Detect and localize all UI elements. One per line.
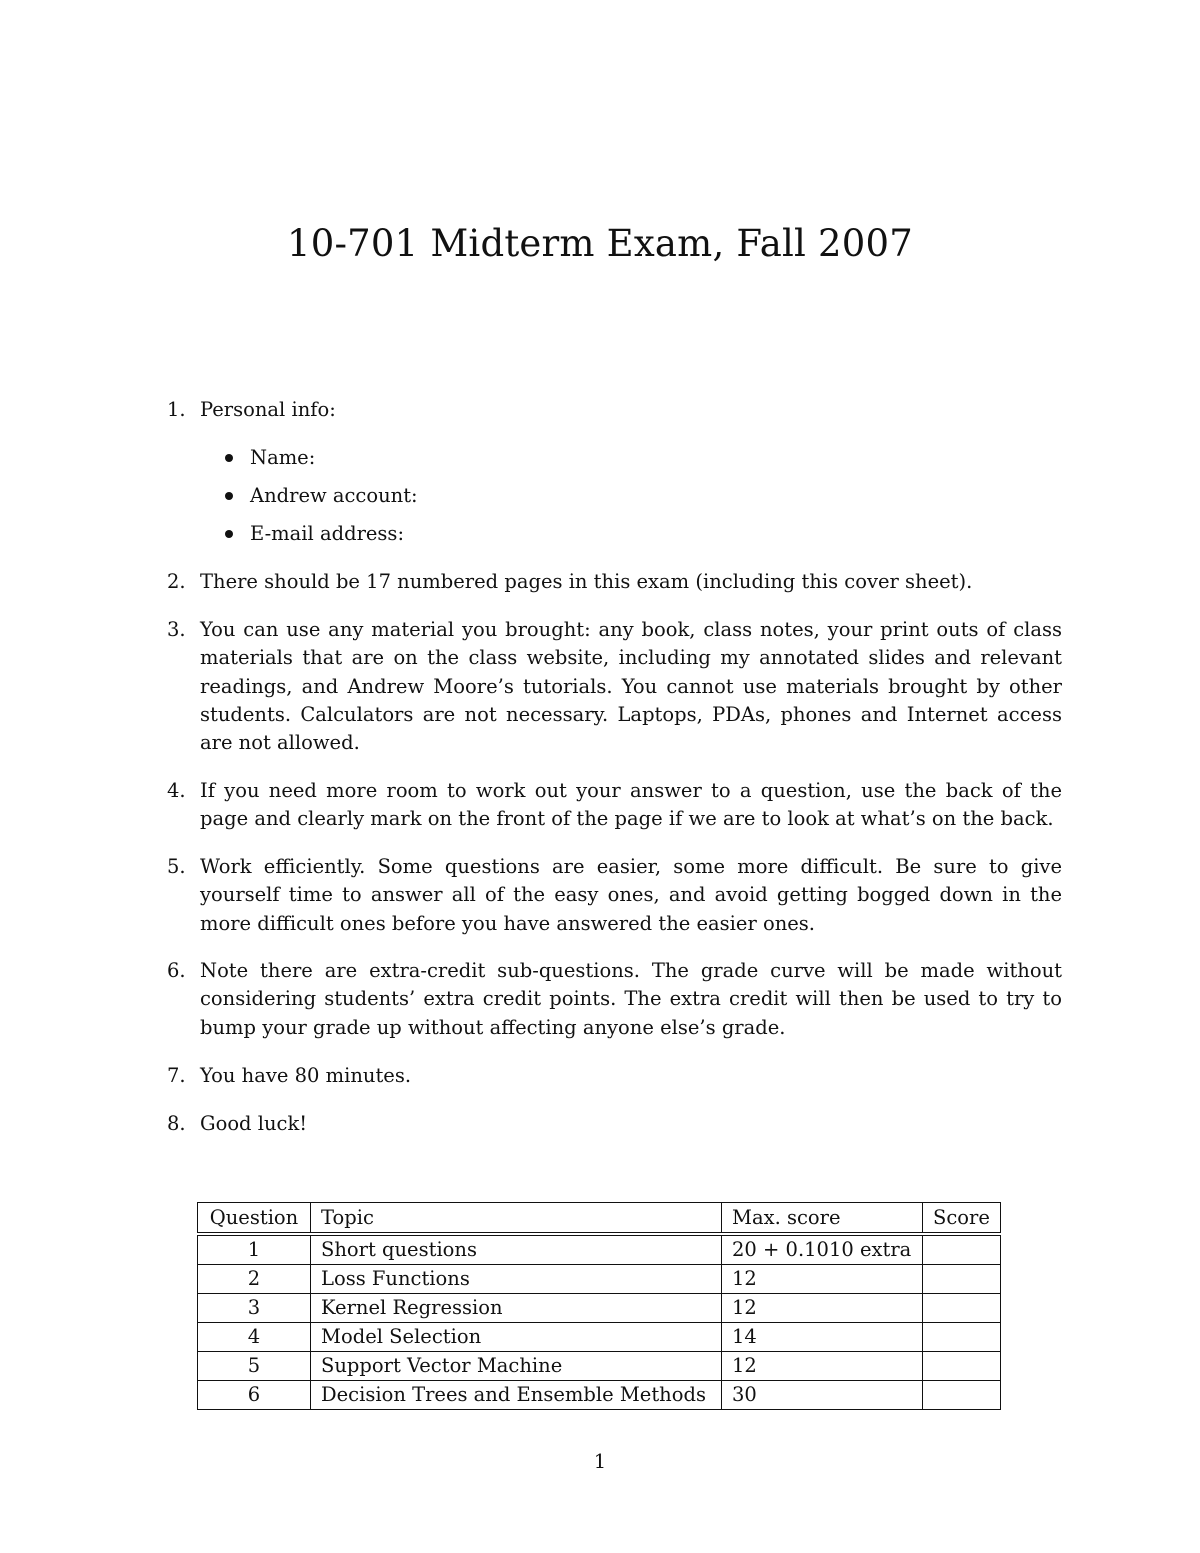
column-header-topic: Topic [311, 1203, 722, 1235]
instruction-item [167, 777, 1062, 834]
question-number-cell: 4 [198, 1323, 311, 1352]
instruction-text: Good luck! [200, 1112, 308, 1135]
question-number-cell: 6 [198, 1381, 311, 1410]
instruction-text: There should be 17 numbered pages in this exam (including this cover sheet). [200, 570, 973, 593]
score-cell [923, 1265, 1001, 1294]
column-header-score: Score [923, 1203, 1001, 1235]
column-header-max-score: Max. score [722, 1203, 923, 1235]
table-row [198, 1352, 1001, 1381]
topic-cell: Model Selection [311, 1323, 722, 1352]
instruction-text: Personal info: [200, 398, 336, 421]
max-score-cell: 12 [722, 1294, 923, 1323]
question-number-cell: 2 [198, 1265, 311, 1294]
bullet-label: Name: [250, 446, 316, 469]
score-cell [923, 1381, 1001, 1410]
table-row [198, 1381, 1001, 1410]
question-number-cell: 5 [198, 1352, 311, 1381]
personal-info-email [225, 520, 404, 548]
instruction-text: You can use any material you brought: any book, class notes, your print outs of class materials that are on the class website, including my annotated slides and relevant readings, and Andrew Moore’s tutorials. You cannot use materials brought by other students. Calculators are not necessary. Laptops, PDAs, phones and Internet access are not allowed. [200, 618, 1062, 755]
max-score-cell: 30 [722, 1381, 923, 1410]
instruction-text: You have 80 minutes. [200, 1064, 412, 1087]
score-cell [923, 1234, 1001, 1265]
score-table [197, 1202, 1001, 1410]
max-score-cell: 12 [722, 1265, 923, 1294]
instruction-number: 4. [167, 779, 186, 802]
instruction-item [167, 1110, 1062, 1138]
table-row [198, 1294, 1001, 1323]
instruction-item [167, 568, 1062, 596]
personal-info-name [225, 444, 315, 472]
score-cell [923, 1323, 1001, 1352]
instruction-text: Work efficiently. Some questions are easier, some more difficult. Be sure to give yourself time to answer all of the easy ones, and avoid getting bogged down in the more difficult ones before you have answered the easier ones. [200, 855, 1062, 935]
bullet-icon [225, 530, 233, 538]
page-number: 1 [593, 1450, 607, 1473]
question-number-cell: 1 [198, 1234, 311, 1265]
instruction-item [167, 853, 1062, 938]
table-row [198, 1265, 1001, 1294]
instruction-number: 2. [167, 570, 186, 593]
bullet-label: Andrew account: [250, 484, 418, 507]
bullet-icon [225, 492, 233, 500]
table-header-row [198, 1203, 1001, 1235]
instruction-item [167, 616, 1062, 757]
question-number-cell: 3 [198, 1294, 311, 1323]
instruction-number: 6. [167, 959, 186, 982]
exam-title: 10-701 Midterm Exam, Fall 2007 [286, 222, 914, 265]
topic-cell: Support Vector Machine [311, 1352, 722, 1381]
max-score-cell: 14 [722, 1323, 923, 1352]
bullet-label: E-mail address: [250, 522, 405, 545]
column-header-question: Question [198, 1203, 311, 1235]
bullet-icon [225, 454, 233, 462]
topic-cell: Decision Trees and Ensemble Methods [311, 1381, 722, 1410]
table-row [198, 1234, 1001, 1265]
instruction-number: 5. [167, 855, 186, 878]
instruction-text: Note there are extra-credit sub-questions. The grade curve will be made without considering students’ extra credit points. The extra credit will then be used to try to bump your grade up without affecting anyone else’s grade. [200, 959, 1062, 1039]
score-cell [923, 1294, 1001, 1323]
instruction-number: 3. [167, 618, 186, 641]
topic-cell: Kernel Regression [311, 1294, 722, 1323]
instruction-number: 7. [167, 1064, 186, 1087]
instruction-item [167, 1062, 1062, 1090]
instruction-item [167, 957, 1062, 1042]
topic-cell: Loss Functions [311, 1265, 722, 1294]
score-cell [923, 1352, 1001, 1381]
max-score-cell: 20 + 0.1010 extra [722, 1234, 923, 1265]
instruction-number: 1. [167, 398, 186, 421]
topic-cell: Short questions [311, 1234, 722, 1265]
max-score-cell: 12 [722, 1352, 923, 1381]
personal-info-andrew-account [225, 482, 418, 510]
table-row [198, 1323, 1001, 1352]
instruction-item [167, 396, 1062, 424]
instruction-number: 8. [167, 1112, 186, 1135]
instruction-text: If you need more room to work out your answer to a question, use the back of the page and clearly mark on the front of the page if we are to look at what’s on the back. [200, 779, 1062, 831]
